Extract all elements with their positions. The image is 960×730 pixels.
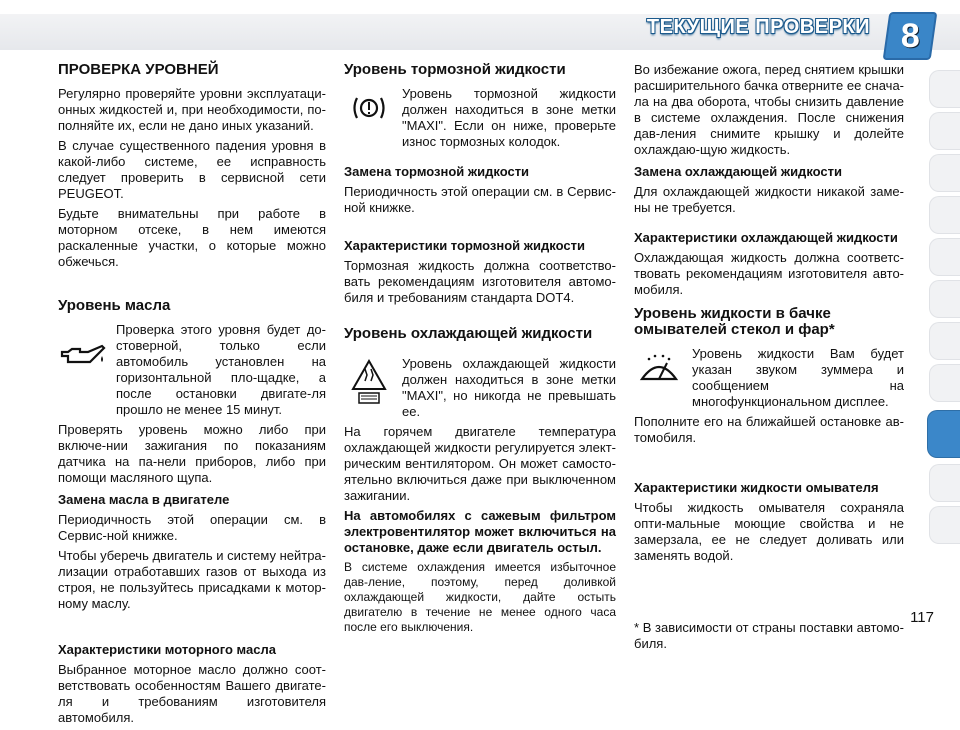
washer-level-text: Уровень жидкости Вам будет указан звуком зуммера и сообщением на многофункциональном дисплее.: [692, 346, 904, 409]
text-paragraph: Выбранное моторное масло должно соот-ветствовать особенностям Вашего двигате-ля и требованиям изготовителя автомобиля.: [58, 662, 326, 725]
coolant-level-text: Уровень охлаждающей жидкости должен находиться в зоне метки "MAXI", но никогда не превышать ее.: [402, 356, 616, 419]
side-tab-active[interactable]: [927, 410, 960, 458]
section-title-coolant: Уровень охлаждающей жидкости: [344, 325, 593, 342]
brake-level-text: Уровень тормозной жидкости должен находиться в зоне метки "MAXI". Если он ниже, проверьте износ тормозных колодок.: [402, 86, 616, 149]
section-title-levels: ПРОВЕРКА УРОВНЕЙ: [58, 61, 219, 78]
coolant-icon-row: [344, 356, 616, 424]
chapter-title: ТЕКУЩИЕ ПРОВЕРКИ: [646, 16, 870, 38]
subtitle-washer-spec: Характеристики жидкости омывателя: [634, 480, 879, 495]
text-paragraph: На горячем двигателе температура охлаждающей жидкости регулируется элект-рическим вентилятором. Он может самосто-ятельно включиться даже при выключенном зажигании.: [344, 424, 616, 503]
side-tabs: [924, 70, 960, 570]
chapter-badge: [883, 12, 938, 60]
column-2: [344, 62, 616, 639]
subtitle-brake-spec: Характеристики тормозной жидкости: [344, 238, 585, 253]
side-tab-10[interactable]: [929, 464, 960, 502]
side-tab-1[interactable]: [929, 70, 960, 108]
text-paragraph: Охлаждающая жидкость должна соответс-твовать рекомендациям изготовителя авто-мобиля.: [634, 250, 904, 297]
text-paragraph: Чтобы уберечь двигатель и систему нейтра-лизации отработавших газов от выхода из строя, не пользуйтесь присадками к мотор-ному маслу.: [58, 548, 326, 611]
subtitle-brake-change: Замена тормозной жидкости: [344, 164, 530, 179]
section-title-oil: Уровень масла: [58, 297, 171, 314]
text-paragraph: Периодичность этой операции см. в Сервис-ной книжке.: [58, 512, 326, 543]
side-tab-4[interactable]: [929, 196, 960, 234]
section-title-washer: Уровень жидкости в бачке омывателей стекол и фар*: [634, 305, 835, 338]
text-paragraph: Будьте внимательны при работе в моторном отсеке, в нем имеются раскаленные участки, о которые можно обжечься.: [58, 206, 326, 269]
text-paragraph: Проверять уровень можно либо при включе-нии зажигания по показаниям датчика на па-нели приборов, либо при помощи масляного щупа.: [58, 422, 326, 485]
column-3: [634, 62, 904, 656]
side-tab-11[interactable]: [929, 506, 960, 544]
subtitle-oil-spec: Характеристики моторного масла: [58, 642, 276, 657]
oil-check-text: Проверка этого уровня будет до-стоверной, только если автомобиль установлен на горизонтальной пло-щадке, а после остановки двигате-ля прошло не менее 15 минут.: [116, 322, 326, 417]
subtitle-coolant-change: Замена охлаждающей жидкости: [634, 164, 843, 179]
oil-can-icon: [58, 322, 108, 392]
side-tab-7[interactable]: [929, 322, 960, 360]
coolant-warning-icon: [344, 356, 394, 408]
washer-icon-row: [634, 346, 904, 414]
text-paragraph: Чтобы жидкость омывателя сохраняла опти-мальные моющие свойства и не замерзала, ее не следует доливать или заменять водой.: [634, 500, 904, 563]
column-1: [58, 62, 326, 730]
text-paragraph: Регулярно проверяйте уровни эксплуатаци-онных жидкостей и, при необходимости, по-полняйте их, если не дано иных указаний.: [58, 86, 326, 133]
chapter-number: 8: [900, 16, 920, 55]
washer-fluid-icon: [634, 346, 684, 392]
page-number: 117: [910, 609, 934, 626]
text-paragraph: В случае существенного падения уровня в какой-либо системе, ее исправность следует проверить в сервисной сети PEUGEOT.: [58, 138, 326, 201]
subtitle-coolant-spec: Характеристики охлаждающей жидкости: [634, 230, 898, 245]
side-tab-3[interactable]: [929, 154, 960, 192]
side-tab-2[interactable]: [929, 112, 960, 150]
brake-warning-icon: [344, 86, 394, 130]
text-paragraph: Для охлаждающей жидкости никакой заме-ны не требуется.: [634, 184, 904, 215]
page-header: [0, 0, 960, 58]
footnote: * В зависимости от страны поставки автомо-биля.: [634, 620, 904, 651]
oil-icon-row: [58, 322, 326, 422]
text-paragraph: Периодичность этой операции см. в Сервис-ной книжке.: [344, 184, 616, 215]
side-tab-5[interactable]: [929, 238, 960, 276]
brake-icon-row: [344, 86, 616, 154]
particle-filter-warning: На автомобилях с сажевым фильтром электровентилятор может включиться на остановке, даже если двигатель остыл.: [344, 508, 616, 555]
text-paragraph: Тормозная жидкость должна соответство-вать рекомендациям изготовителя автомо-биля и требованиям стандарта DOT4.: [344, 258, 616, 305]
text-paragraph: Пополните его на ближайшей остановке ав-томобиля.: [634, 414, 904, 445]
section-title-brake: Уровень тормозной жидкости: [344, 61, 566, 78]
side-tab-6[interactable]: [929, 280, 960, 318]
side-tab-8[interactable]: [929, 364, 960, 402]
subtitle-oil-change: Замена масла в двигателе: [58, 492, 230, 507]
pressure-note: В системе охлаждения имеется избыточное дав-ление, поэтому, перед доливкой охлаждающей жидкости, дайте остыть двигателю в течение не менее одного часа после его выключения.: [344, 560, 616, 634]
text-paragraph: Во избежание ожога, перед снятием крышки расширительного бачка отверните ее снача-ла на два оборота, чтобы снизить давление в системе охлаждения. После снижения дав-ления снимите крышку и долейте охлаждаю-щую жидкость.: [634, 62, 904, 157]
